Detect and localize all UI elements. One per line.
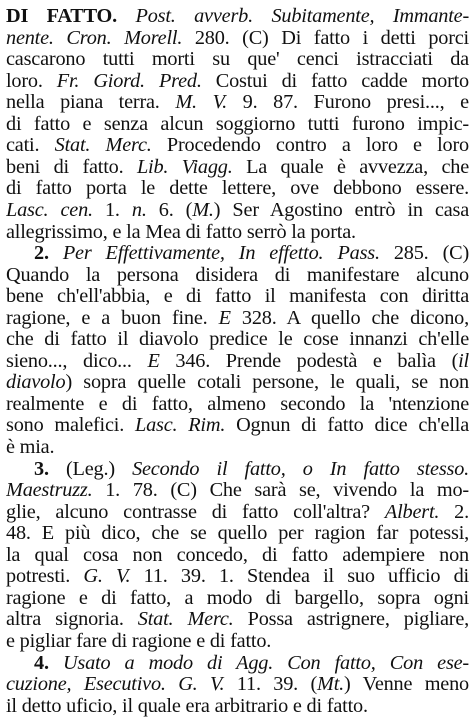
- body-text: di fatto e senza alcun soggiorno tutti furono impic-: [6, 112, 469, 135]
- bold-text: 3.: [34, 457, 66, 480]
- italic-text: Usato a modo di Agg. Con fatto, Con ese-: [62, 651, 469, 674]
- body-text: loro.: [6, 69, 57, 92]
- body-text: il detto uficio, il quale era arbitrario e di fatto.: [6, 694, 368, 717]
- body-text: realmente e di fatto, almeno secondo la 'ntenzione: [6, 392, 469, 415]
- text-line: [6, 693, 469, 719]
- body-text: 11. 39. 1. Stendea il suo ufficio di: [130, 565, 469, 588]
- body-text: Possa astrignere, pigliare,: [233, 608, 469, 631]
- body-text: (Leg.): [65, 457, 133, 480]
- body-text: cati.: [6, 134, 55, 157]
- body-text: di fatto porta le dette lettere, ove debbono essere.: [6, 177, 469, 200]
- italic-text: Maestruzz.: [6, 479, 93, 502]
- body-text: cascarono tutti morti su que' cenci istracciati da: [6, 48, 469, 71]
- italic-text: Stat. Merc.: [137, 608, 234, 631]
- italic-text: Lib. Viagg.: [136, 155, 233, 178]
- body-text: Ognun di fatto dice ch'ella: [225, 414, 469, 437]
- italic-text: Lasc. cen.: [6, 198, 93, 221]
- bold-text: 4.: [34, 651, 63, 674]
- italic-text: Secondo il fatto, o In fatto stesso.: [132, 457, 469, 480]
- italic-text: il: [458, 349, 469, 372]
- body-text: 1.: [92, 198, 132, 221]
- italic-text: M. V.: [175, 91, 228, 114]
- body-text: 1. 78. (C) Che sarà se, vivendo la mo-: [92, 479, 469, 502]
- body-text: Procedendo contro a loro e loro: [151, 134, 469, 157]
- body-text: che di fatto il diavolo predice le cose innanzi ch'elle: [6, 328, 469, 351]
- italic-text: Fr. Giord. Pred.: [56, 69, 202, 92]
- body-text: 11. 39. (: [224, 673, 317, 696]
- body-text: ) Venne meno: [344, 673, 469, 696]
- italic-text: Lasc. Rim.: [134, 414, 226, 437]
- italic-text: diavolo: [6, 371, 66, 394]
- body-text: ragione, e a buon fine.: [6, 306, 219, 329]
- italic-text: cuzione, Esecutivo. G. V.: [6, 673, 225, 696]
- bold-text: 2.: [34, 242, 63, 265]
- body-text: 2.: [439, 500, 469, 523]
- body-text: 48. E più dico, che se quello per ragion far potessi,: [6, 522, 469, 545]
- italic-text: M.: [192, 198, 214, 221]
- body-text: sieno..., dico...: [6, 349, 148, 372]
- italic-text: E: [218, 306, 231, 329]
- body-text: sono malefici.: [6, 414, 135, 437]
- italic-text: nente. Cron. Morell.: [6, 26, 183, 49]
- body-text: 285. (C): [379, 242, 469, 265]
- body-text: 328. A quello che dicono,: [230, 306, 469, 329]
- body-text: Costui di fatto cadde morto: [201, 69, 469, 92]
- italic-text: G. V.: [83, 565, 131, 588]
- body-text: bene ch'ell'abbia, e di fatto il manifesta con diritta: [6, 285, 469, 308]
- body-text: 346. Prende podestà e balìa (: [159, 349, 459, 372]
- italic-text: Post. avverb. Subitamente, Immante-: [135, 5, 469, 27]
- body-text: glie, alcuno contrasse di fatto coll'altra?: [6, 500, 385, 523]
- body-text: La quale è avvezza, che: [232, 155, 469, 178]
- body-text: ) sopra quelle cotali persone, le quali, se non: [65, 371, 469, 394]
- italic-text: Mt.: [317, 673, 344, 696]
- body-text: potresti.: [6, 565, 84, 588]
- italic-text: Albert.: [384, 500, 440, 523]
- body-text: 280. (C) Di fatto i detti porci: [182, 26, 469, 49]
- bold-text: DI FATTO.: [6, 5, 117, 27]
- body-text: ) Ser Agostino entrò in casa: [213, 198, 469, 221]
- body-text: 9. 87. Furono presi..., e: [227, 91, 469, 114]
- body-text: beni di fatto.: [6, 155, 137, 178]
- body-text: è mia.: [6, 436, 55, 458]
- body-text: ragione e di fatto, a modo di bargello, sopra ogni: [6, 586, 469, 609]
- italic-text: n.: [131, 198, 147, 221]
- italic-text: Per Effettivamente, In effetto. Pass.: [62, 242, 380, 265]
- body-text: altra signoria.: [6, 608, 138, 631]
- italic-text: Stat. Merc.: [54, 134, 152, 157]
- body-text: allegrissimo, e la Mea di fatto serrò la porta.: [6, 220, 356, 243]
- body-text: la qual cosa non concedo, di fatto adempiere non: [6, 543, 469, 566]
- body-text: nella piana terra.: [6, 91, 176, 114]
- body-text: 6. (: [146, 198, 193, 221]
- body-text: e pigliar fare di ragione e di fatto.: [6, 629, 272, 652]
- italic-text: E: [147, 349, 160, 372]
- body-text: Quando la persona disidera di manifestare alcuno: [6, 263, 469, 286]
